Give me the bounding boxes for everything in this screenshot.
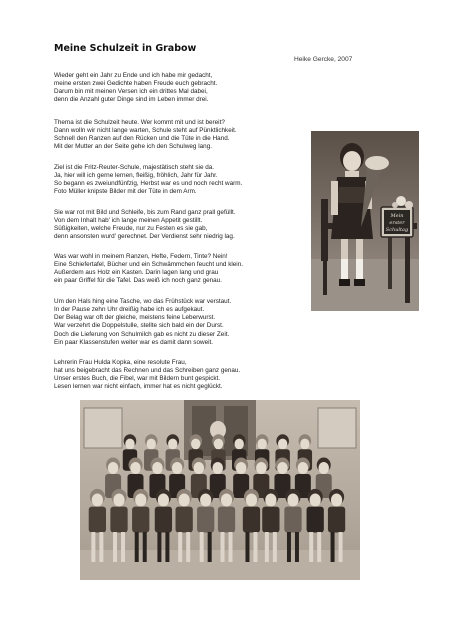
- child-face: [221, 494, 232, 507]
- child-face: [300, 439, 309, 450]
- verse-line: So begann es zweiundfünfzig, Herbst war es und noch recht warm.: [54, 180, 243, 188]
- child-leg: [208, 532, 212, 562]
- verse-line: Ja, hier will ich gerne lernen, fleißig, fröhlich, Jahr für Jahr.: [54, 172, 218, 180]
- child-face: [191, 439, 200, 450]
- child-body: [262, 507, 279, 533]
- child-face: [158, 494, 169, 507]
- child-face: [319, 462, 329, 474]
- verse-line: Unser erstes Buch, die Fibel, war mit Bildern bunt gespickt.: [54, 375, 221, 383]
- first-school-day-photo: [311, 131, 419, 311]
- child-body: [218, 507, 235, 533]
- verse-line: Lehrerin Frau Hulda Kopka, eine resolute Frau,: [54, 359, 187, 366]
- child-leg: [91, 532, 95, 562]
- child-leg: [221, 532, 225, 562]
- verse-line: Süßigkeiten, welche Freude, nur zu Festen es sie gab,: [54, 225, 208, 233]
- verse-line: Was war wohl in meinem Ranzen, Hefte, Federn, Tinte? Nein!: [54, 253, 228, 260]
- stanza-1: [54, 72, 217, 105]
- child-body: [307, 507, 324, 533]
- child-leg: [287, 532, 291, 562]
- slate-line-1: Mein: [390, 213, 404, 219]
- child-leg: [265, 532, 269, 562]
- verse-line: Der Belag war oft der gleiche, meistens feine Leberwurst.: [54, 314, 216, 322]
- child-body: [176, 507, 193, 533]
- child-leg: [165, 532, 169, 562]
- child-body: [132, 507, 149, 533]
- child-leg: [157, 532, 161, 562]
- child-face: [265, 494, 276, 507]
- child-leg: [317, 532, 321, 562]
- child-leg: [135, 532, 139, 562]
- child-body: [197, 507, 214, 533]
- child-face: [200, 494, 211, 507]
- stanza-3: [54, 164, 242, 197]
- child-leg: [143, 532, 147, 562]
- child-body: [89, 507, 106, 533]
- stanza-7: [54, 359, 240, 392]
- child-body: [284, 507, 301, 533]
- child-face: [135, 494, 146, 507]
- verse-line: Foto Müller knipste Bilder mit der Tüte in dem Arm.: [54, 188, 197, 196]
- verse-line: meine ersten zwei Gedichte haben Freude euch gebracht.: [54, 80, 218, 88]
- verse-line: denn ansonsten wurd' gerechnet. Der Verdienst sehr niedrig lag.: [54, 233, 235, 241]
- child-leg: [113, 532, 117, 562]
- child-face: [331, 494, 342, 507]
- child-leg: [178, 532, 182, 562]
- child-face: [147, 439, 156, 450]
- verse-line: Mit der Mutter an der Seite gehe ich den Schulweg lang.: [54, 143, 212, 151]
- stanza-6: [54, 298, 231, 347]
- child-face: [194, 462, 204, 474]
- child-face: [235, 439, 244, 450]
- child-body: [328, 507, 345, 533]
- child-face: [310, 494, 321, 507]
- verse-line: Von dem Inhalt hab' ich lange meinen Appetit gestillt.: [54, 217, 203, 225]
- class-photo-illustration: [80, 400, 360, 580]
- page-title: Meine Schulzeit in Grabow: [54, 43, 197, 54]
- child-face: [214, 439, 223, 450]
- author-line: Heike Gercke, 2007: [294, 56, 353, 63]
- child-leg: [245, 532, 249, 562]
- verse-line: denn die Anzahl guter Dinge sind im Leben immer drei.: [54, 96, 209, 104]
- stanza-4: [54, 209, 236, 242]
- child-leg: [309, 532, 313, 562]
- verse-line: Thema ist die Schulzeit heute. Wer kommt mit und ist bereit?: [54, 119, 225, 126]
- child-face: [179, 494, 190, 507]
- child-face: [168, 439, 177, 450]
- child-face: [246, 494, 257, 507]
- child-leg: [229, 532, 233, 562]
- child-leg: [99, 532, 103, 562]
- verse-line: Lesen lernen war nicht einfach, immer hat es nicht geglückt.: [54, 383, 223, 391]
- verse-line: Wieder geht ein Jahr zu Ende und ich habe mir gedacht,: [54, 72, 213, 79]
- verse-line: Schnell den Ranzen auf den Rücken und die Tüte in die Hand.: [54, 135, 230, 143]
- child-leg: [121, 532, 125, 562]
- child-face: [256, 462, 266, 474]
- child-face: [213, 462, 223, 474]
- verse-line: Darum bin mit meinen Versen ich ein drittes Mal dabei,: [54, 88, 208, 96]
- verse-line: Ein paar Klassenstufen weiter war es damit dann soweit.: [54, 338, 214, 346]
- class-photo: [80, 400, 360, 580]
- child-face: [152, 462, 162, 474]
- child-leg: [253, 532, 257, 562]
- child-face: [258, 439, 267, 450]
- verse-line: Doch die Lieferung von Schulmilch gab es nicht zu dieser Zeit.: [54, 330, 230, 338]
- child-body: [110, 507, 127, 533]
- verse-line: War verzehrt die Doppelstulle, stellte sich bald ein der Durst.: [54, 322, 224, 330]
- child-face: [113, 494, 124, 507]
- child-leg: [295, 532, 299, 562]
- child-leg: [200, 532, 204, 562]
- verse-line: hat uns beigebracht das Rechnen und das Schreiben ganz genau.: [54, 367, 241, 375]
- stanza-5: [54, 253, 243, 286]
- child-face: [130, 462, 140, 474]
- verse-line: Sie war rot mit Bild und Schleife, bis zum Rand ganz prall gefüllt.: [54, 209, 236, 216]
- child-leg: [339, 532, 343, 562]
- verse-line: Dann wolln wir nicht lange warten, Schule steht auf Pünktlichkeit.: [54, 127, 237, 135]
- verse-line: Ziel ist die Fritz-Reuter-Schule, majestätisch steht sie da.: [54, 164, 215, 171]
- child-face: [108, 462, 118, 474]
- child-leg: [186, 532, 190, 562]
- child-leg: [273, 532, 277, 562]
- first-school-day-illustration: [311, 131, 419, 311]
- stanza-2: [54, 119, 237, 152]
- verse-line: In der Pause zehn Uhr dreißig habe ich es aufgekaut.: [54, 306, 205, 314]
- child-leg: [331, 532, 335, 562]
- child-face: [125, 439, 134, 450]
- slate-line-2: erster: [389, 220, 405, 226]
- verse-line: Um den Hals hing eine Tasche, wo das Frühstück war verstaut.: [54, 298, 232, 305]
- child-body: [155, 507, 172, 533]
- child-face: [298, 462, 308, 474]
- child-face: [92, 494, 103, 507]
- slate-line-3: Schultag: [385, 227, 409, 233]
- child-face: [278, 439, 287, 450]
- child-face: [172, 462, 182, 474]
- child-body: [243, 507, 260, 533]
- verse-line: Außerdem aus Holz ein Kasten. Darin lagen lang und grau: [54, 269, 219, 277]
- verse-line: Eine Schiefertafel, Bücher und ein Schwämmchen feucht und klein.: [54, 261, 244, 269]
- child-face: [236, 462, 246, 474]
- child-face: [287, 494, 298, 507]
- verse-line: ein paar Griffel für die Tafel. Das weiß ich noch ganz genau.: [54, 277, 222, 285]
- child-face: [277, 462, 287, 474]
